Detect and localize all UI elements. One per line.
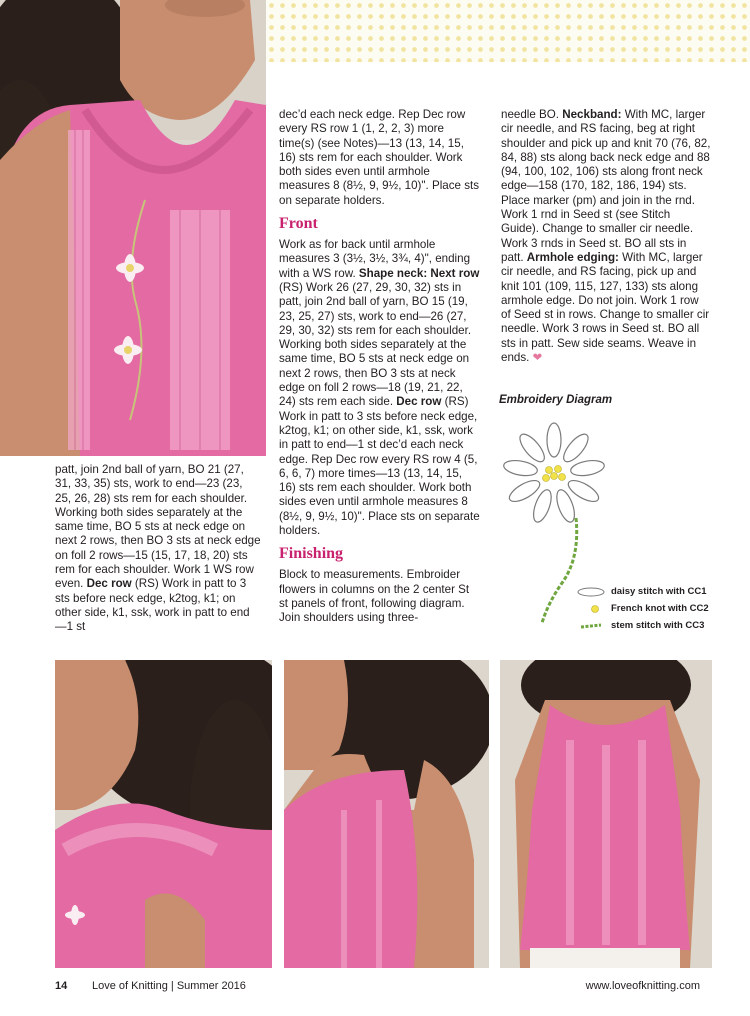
- magazine-credit: [92, 980, 246, 992]
- footer-separator: |: [167, 980, 177, 992]
- finishing-text: Block to measurements. Embroider flowers in columns on the 2 center St st panels of front, following diagram. Join shoulders using three-: [279, 568, 470, 625]
- front-text-a: Work as for back until armhole measures 3 (3½, 3½, 3¾, 4)", ending with a WS row.: [279, 238, 471, 280]
- dec-row-label-2: Dec row: [396, 395, 442, 409]
- col1-dec-text: (RS) Work in patt to 3 sts before neck edge, k2tog, k1; on other side, k1, ssk, work in patt to end—1 st: [55, 577, 250, 634]
- bottom-photo-left: [55, 660, 272, 968]
- col1-text: patt, join 2nd ball of yarn, BO 21 (27, 31, 33, 35) sts, work to end—23 (23, 25, 26, 28) sts rem for each shoulder. Working both sides separately at the same time, BO 5 sts at neck edge on next 2 rows, then BO 3 sts at neck edge on foll 2 rows—15 (15, 17, 18, 20) sts rem for each shoulder. Work 1 WS row even.: [55, 463, 261, 591]
- legend-stem-label: stem stitch with CC3: [611, 620, 705, 631]
- issue-date: Summer 2016: [176, 980, 246, 992]
- dec-row-label: Dec row: [86, 577, 132, 591]
- text-column-1: [55, 463, 261, 635]
- hero-photo: [0, 0, 266, 456]
- shape-neck-label: Shape neck: Next row: [358, 266, 480, 280]
- col3-text-c: With MC, larger cir needle, and RS facing, pick up and knit 101 (109, 115, 127, 133) sts along armhole edge. Do not join. Work 1 row of Seed st in rows. Change to smaller cir needle. Work 3 rows in Seed st. BO all sts in patt. Sew side seams. Weave in ends.: [501, 250, 710, 365]
- col2-top-text: dec’d each neck edge. Rep Dec row every RS row 1 (1, 2, 2, 3) more time(s) (see Notes)—13 (13, 14, 15, 16) sts rem for each shoulder. Work both sides even until armhole measures 8 (8½, 9, 9½, 10)". Place sts on separate holders.: [279, 108, 480, 207]
- page-number: 14: [55, 980, 68, 992]
- heart-icon: ❤: [532, 351, 543, 365]
- diagram-title: Embroidery Diagram: [499, 394, 613, 406]
- bottom-photo-middle: [284, 660, 489, 968]
- decorative-dot-pattern: [266, 0, 750, 62]
- col3-text-b: With MC, larger cir needle, and RS facing, beg at right shoulder and pick up and knit 70 (76, 82, 84, 88) sts along back neck edge and 88 (94, 100, 102, 106) sts along front neck edge—158 (170, 182, 186, 194) sts. Place marker (pm) and join in the rnd. Work 1 rnd in Seed st (see Stitch Guide). Change to smaller cir needle. Work 3 rnds in Seed st. BO all sts in patt.: [501, 108, 711, 264]
- stem-stitch-icon: [577, 621, 605, 631]
- bottom-photo-right: [500, 660, 712, 968]
- front-heading: Front: [279, 215, 318, 233]
- neckband-label: Neckband:: [562, 108, 622, 121]
- legend-french-knot: [577, 603, 709, 614]
- legend-stem-stitch: [577, 620, 704, 631]
- daisy-stitch-icon: [577, 587, 605, 597]
- french-knot-icon: [577, 604, 605, 614]
- text-column-3: [501, 108, 711, 365]
- armhole-edging-label: Armhole edging:: [526, 250, 619, 264]
- legend-daisy-stitch: [577, 586, 707, 597]
- front-text-c: (RS) Work in patt to 3 sts before neck edge, k2tog, k1; on other side, k1, ssk, work in patt to end—1 st dec’d each neck edge. Rep Dec row every RS row 4 (5, 6, 6, 7) more times—13 (13, 14, 15, 16) sts rem each shoulder. Work both sides even until armhole measures 8 (8½, 9, 9½, 10)". Place sts on separate holders.: [279, 395, 480, 538]
- magazine-name: Love of Knitting: [92, 980, 168, 992]
- col3-text-a: needle BO.: [501, 108, 563, 121]
- website-url: www.loveofknitting.com: [585, 980, 700, 992]
- legend-french-knot-label: French knot with CC2: [611, 603, 709, 614]
- legend-daisy-label: daisy stitch with CC1: [611, 586, 707, 597]
- text-column-2: [279, 108, 481, 626]
- front-text-b: (RS) Work 26 (27, 29, 30, 32) sts in patt, join 2nd ball of yarn, BO 15 (19, 23, 25, 27) sts, work to end—26 (27, 29, 30, 32) sts rem for each shoulder. Working both sides separately at the same time, BO 5 sts at neck edge on next 2 rows, then BO 3 sts at neck edge on foll 2 rows—18 (19, 21, 22, 24) sts rem each side.: [279, 280, 472, 409]
- finishing-heading: Finishing: [279, 545, 344, 563]
